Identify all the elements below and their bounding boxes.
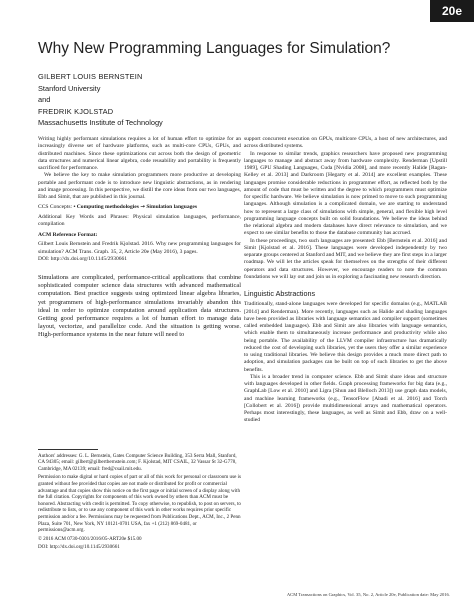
footnote-permissions: Permission to make digital or hard copies of part or all of this work for personal or classroom use is granted without fee provided that copies are not made or distributed for profit or commercial advantage and that copies show this notice on the first page or initial screen of a display along with the full citation. Copyrights for components of this work owned by others than ACM must be honored. Abstracting with credit is permitted. To copy otherwise, to republish, to post on servers, to redistribute to lists, or to use any component of this work in other works requires prior specific permission and/or a fee. Permissions may be requested from Publications Dept., ACM, Inc., 2 Penn Plaza, Suite 701, New York, NY 10121-0701 USA, fax +1 (212) 869-0481, or permissions@acm.org.	[38, 474, 241, 534]
body-paragraph: In these proceedings, two such languages are presented: Ebb [Bernstein et al. 2016] and Simit [Kjolstad et al. 2016]. These languages were developed independently by two separate groups centered at Stanford and MIT, and we believe they are first steps in a larger roadmap. We will let the articles speak for themselves on the strengths of their different operators and data structures. However, we encourage readers to note the common foundations we will lay out and join us in exploring a fascinating new research direction.	[244, 237, 447, 280]
section-heading: Linguistic Abstractions	[244, 289, 316, 298]
author-block	[38, 71, 338, 129]
ccs-concepts	[38, 204, 241, 211]
author-affiliation: Massachusetts Institute of Technology	[38, 118, 163, 127]
intro-paragraph: Simulations are complicated, performance-critical applications that combine sophisticated computer science data structures with advanced mathematical computation. Best practice suggests using optimized linear algebra libraries, yet programmers of high-performance simulations invariably abandon this ideal in order to optimize computation around application data structures. Getting good performance requires a lot of human effort to manage data layout, vectorize, and parallelize code. And the situation is getting worse. High-performance systems in the near future will need to	[38, 274, 241, 339]
left-column	[38, 136, 241, 340]
footnote	[38, 449, 241, 553]
author-name: GILBERT LOUIS BERNSTEIN	[38, 72, 143, 81]
ccs-term: Computing methodologies	[76, 204, 139, 211]
abstract	[38, 136, 241, 201]
paper-title: Why New Programming Languages for Simulation?	[38, 40, 391, 57]
ccs-bullet: •	[73, 204, 76, 211]
abstract-paragraph: We believe the key to make simulation programmers more productive at developing portable and performant code is to introduce new linguistic abstractions, as in rendering and image processing. In this perspective, we distill the core ideas from our two languages, Ebb and Simit, that are published in this journal.	[38, 172, 241, 200]
doi-link[interactable]: DOI: http://dx.doi.org/10.1145/2930661	[38, 255, 128, 262]
body-paragraph: This is a broader trend in computer science. Ebb and Simit share ideas and structure with languages developed in other fields. Graph processing frameworks for big data (e.g., GraphLab [Low et al. 2010] and Ligra [Shun and Blelloch 2013]) use graph data models, and machine learning frameworks (e.g., TensorFlow [Abadi et al. 2016] and Torch [Collobert et al. 2016]) provide multidimensional arrays and mathematical operators. Perhaps most interestingly, these languages, as well as Simit and Ebb, draw on a well-studied	[244, 373, 447, 424]
ccs-term: Simulation languages	[146, 204, 198, 211]
right-column	[244, 136, 447, 425]
footnote-rule	[38, 449, 98, 450]
footnote-addresses: Authors' addresses: G. L. Bernstein, Gates Computer Science Building, 353 Serra Mall, Stanford, CA 94305; email: gilbert@gilbertbernstein.com; F. Kjolstad, MIT CSAIL, 32 Vassar St 32-G778, Cambridge, MA 02139; email: fred@csail.mit.edu.	[38, 452, 237, 472]
acm-reference-heading: ACM Reference Format:	[38, 232, 98, 238]
body-paragraph: In response to similar trends, graphics researchers have proposed new programming languages to manage and abstract away from hardware complexity. Renderman [Upstill 1989], GPU Shading Languages, Cuda [Nvidia 2008], and more recently Halide [Ragan-Kelley et al. 2013] and Darkroom [Hegarty et al. 2014] are excellent examples. These languages promise considerable reductions in programmer effort, as reflected both by the amount of code that must be written and the degree to which programmers must optimize for specific hardware. We believe simulation is now primed to move to such programming languages. Although simulation is a complicated domain, we are starting to understand how to represent a large class of simulations with simple, general, and flexible high level programming language concepts built on solid foundations. We believe the ideas behind the relational algebra and modern databases have direct relevance to simulation, and we expect to see similar benefits to those the database community has accrued.	[244, 150, 447, 237]
ccs-label: CCS Concepts:	[38, 204, 73, 211]
abstract-paragraph: Writing highly performant simulations requires a lot of human effort to optimize for an increasingly diverse set of hardware platforms, such as multi-core CPUs, GPUs, and distributed machines. Since these optimizations cut across both the design of geometric data structures and numerical linear algebra, code reusability and portability is frequently sacrificed for performance.	[38, 136, 241, 171]
running-footer: ACM Transactions on Graphics, Vol. 35, No. 2, Article 20e, Publication date: May 2016.	[286, 592, 450, 597]
author-affiliation: Stanford University	[38, 83, 101, 93]
author-conjunction: and	[38, 95, 51, 104]
body-paragraph: support concurrent execution on GPUs, multicore CPUs, a host of new architectures, and across distributed systems.	[244, 136, 447, 150]
acm-reference: Gilbert Louis Bernstein and Fredrik Kjolstad. 2016. Why new programming languages for simulation? ACM Trans. Graph. 35, 2, Article 20e (May 2016), 3 pages.	[38, 241, 241, 255]
page-number-tab: 20e	[430, 0, 474, 22]
author-name: FREDRIK KJOLSTAD	[38, 106, 114, 116]
footnote-copyright: © 2016 ACM 0730-0301/2016/05-ART20e $15.00	[38, 535, 142, 542]
ccs-arrow: →	[140, 204, 145, 211]
body-paragraph: Traditionally, stand-alone languages were developed for specific domains (e.g., MATLAB [2014] and Renderman). More recently, languages such as Halide and shading languages have been provided as libraries with language semantics and compiler support (sometimes called embedded languages). Ebb and Simit are also libraries with language semantics, which enable them to simultaneously increase performance and productivity while also being portable. The availability of the LLVM compiler infrastructure has dramatically reduced the cost of developing such libraries, yet the users they offer a similar experience to using traditional libraries. We believe this design provides a much more direct path to adoption, and simulation packages can be built on top of such libraries to get the above benefits.	[244, 301, 447, 373]
keywords: Additional Key Words and Phrases: Physical simulation languages, performance, compilation	[38, 213, 241, 227]
footnote-doi[interactable]: DOI: http://dx.doi.org/10.1145/2930661	[38, 544, 120, 551]
